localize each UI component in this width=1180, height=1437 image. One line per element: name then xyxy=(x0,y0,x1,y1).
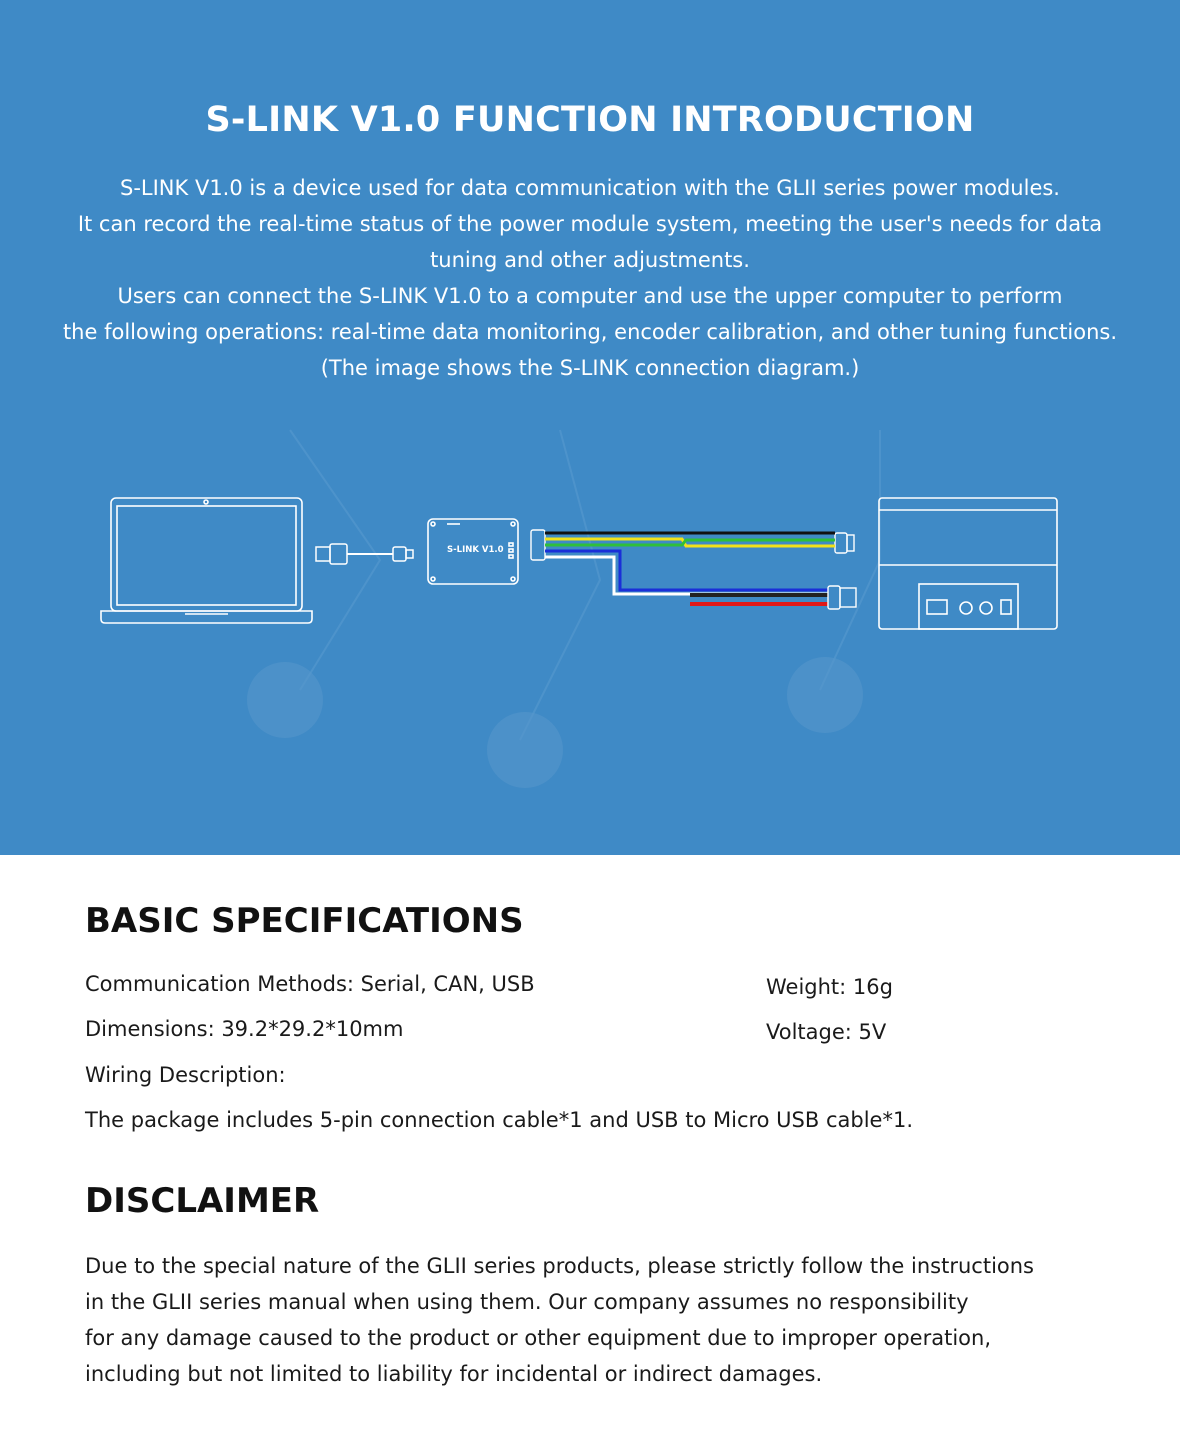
spec-weight: Weight: 16g xyxy=(766,975,893,999)
disclaimer-title: DISCLAIMER xyxy=(85,1181,320,1221)
power-module-icon xyxy=(879,498,1057,629)
intro-text xyxy=(20,170,1160,386)
spec-wiring: Wiring Description: xyxy=(85,1063,286,1087)
intro-line: It can record the real-time status of the power module system, meeting the user's needs for data xyxy=(77,212,1103,236)
spec-voltage: Voltage: 5V xyxy=(766,1020,887,1044)
spec-communication: Communication Methods: Serial, CAN, USB xyxy=(85,972,535,996)
disclaimer-line: including but not limited to liability for incidental or indirect damages. xyxy=(85,1362,823,1386)
intro-line: the following operations: real-time data monitoring, encoder calibration, and other tuning functions. xyxy=(62,320,1118,344)
intro-line: (The image shows the S-LINK connection diagram.) xyxy=(320,356,860,380)
intro-line: Users can connect the S-LINK V1.0 to a computer and use the upper computer to perform xyxy=(117,284,1063,308)
laptop-icon xyxy=(101,498,312,623)
disclaimer-line: in the GLII series manual when using them. Our company assumes no responsibility xyxy=(85,1290,969,1314)
spec-dimensions: Dimensions: 39.2*29.2*10mm xyxy=(85,1017,404,1041)
disclaimer-line: Due to the special nature of the GLII series products, please strictly follow the instructions xyxy=(85,1254,1034,1278)
spec-package: The package includes 5-pin connection cable*1 and USB to Micro USB cable*1. xyxy=(85,1108,914,1132)
disclaimer-line: for any damage caused to the product or other equipment due to improper operation, xyxy=(85,1326,992,1350)
wire-bundle-icon xyxy=(545,533,835,604)
power-connector-icon xyxy=(828,586,856,609)
intro-line: tuning and other adjustments. xyxy=(430,248,750,272)
device-label: S-LINK V1.0 xyxy=(447,545,504,555)
usb-cable-icon xyxy=(316,544,413,564)
connection-diagram xyxy=(0,480,1180,650)
page-title: S-LINK V1.0 FUNCTION INTRODUCTION xyxy=(205,100,975,140)
specs-title: BASIC SPECIFICATIONS xyxy=(85,901,524,941)
disclaimer-text xyxy=(85,1248,1135,1392)
intro-line: S-LINK V1.0 is a device used for data communication with the GLII series power modules. xyxy=(120,176,1060,200)
